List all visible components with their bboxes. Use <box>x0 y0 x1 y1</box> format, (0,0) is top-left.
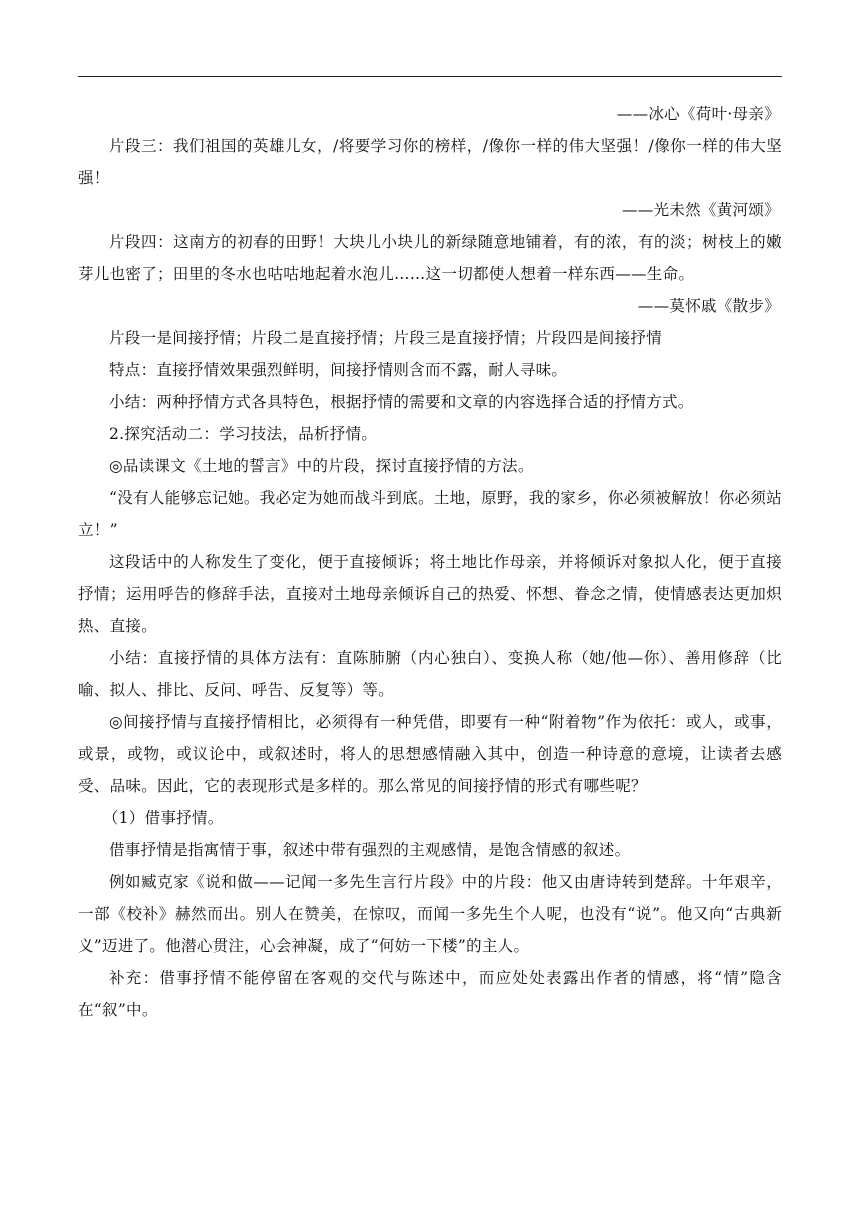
subsection-heading: （1）借事抒情。 <box>102 809 224 827</box>
document-page <box>78 0 782 1216</box>
paragraph: ◎间接抒情与直接抒情相比，必须得有一种凭借，即要有一种“附着物”作为依托：或人，或事，或景，或物，或议论中，或叙述时，将人的思想感情融入其中，创造一种诗意的意境，让读者去感受、品味。因此，它的表现形式是多样的。那么常见的间接抒情的形式有哪些呢？ <box>78 713 782 795</box>
source-attribution: ——冰心《荷叶·母亲》 <box>616 105 780 123</box>
paragraph: 片段四：这南方的初春的田野！大块儿小块儿的新绿随意地铺着，有的浓，有的淡；树枝上的嫩芽儿也密了；田里的冬水也咕咕地起着水泡儿……这一切都使人想着一样东西——生命。 <box>78 233 782 283</box>
quoted-passage: “没有人能够忘记她。我必定为她而战斗到底。土地，原野，我的家乡，你必须被解放！你必须站立！” <box>78 489 782 539</box>
paragraph: 特点：直接抒情效果强烈鲜明，间接抒情则含而不露，耐人寻味。 <box>109 361 568 379</box>
source-attribution: ——光未然《黄河颂》 <box>621 201 780 219</box>
paragraph: 例如臧克家《说和做——记闻一多先生言行片段》中的片段：他又由唐诗转到楚辞。十年艰辛，一部《校补》赫然而出。别人在赞美，在惊叹，而闻一多先生个人呢，也没有“说”。他又向“古典新义”迈进了。他潜心贯注，心会神凝，成了“何妨一下楼”的主人。 <box>78 873 782 955</box>
document-body <box>78 98 782 1026</box>
paragraph: 这段话中的人称发生了变化，便于直接倾诉；将土地比作母亲，并将倾诉对象拟人化，便于直接抒情；运用呼告的修辞手法，直接对土地母亲倾诉自己的热爱、怀想、眷念之情，使情感表达更加炽热、直接。 <box>78 553 782 635</box>
header-rule <box>78 76 782 77</box>
paragraph: 片段一是间接抒情；片段二是直接抒情；片段三是直接抒情；片段四是间接抒情 <box>109 329 663 347</box>
paragraph: 小结：直接抒情的具体方法有：直陈肺腑（内心独白）、变换人称（她/他—你）、善用修辞（比喻、拟人、排比、反问、呼告、反复等）等。 <box>78 649 782 699</box>
source-attribution: ——莫怀戚《散步》 <box>637 297 780 315</box>
paragraph: 小结：两种抒情方式各具特色，根据抒情的需要和文章的内容选择合适的抒情方式。 <box>109 393 694 411</box>
paragraph: 片段三：我们祖国的英雄儿女，/将要学习你的榜样，/像你一样的伟大坚强！/像你一样的伟大坚强！ <box>78 137 782 187</box>
section-heading: 2.探究活动二：学习技法，品析抒情。 <box>109 425 378 443</box>
paragraph: 补充：借事抒情不能停留在客观的交代与陈述中，而应处处表露出作者的情感，将“情”隐含在“叙”中。 <box>78 969 782 1019</box>
paragraph: ◎品读课文《土地的誓言》中的片段，探讨直接抒情的方法。 <box>109 457 534 475</box>
paragraph: 借事抒情是指寓情于事，叙述中带有强烈的主观感情，是饱含情感的叙述。 <box>109 841 631 859</box>
